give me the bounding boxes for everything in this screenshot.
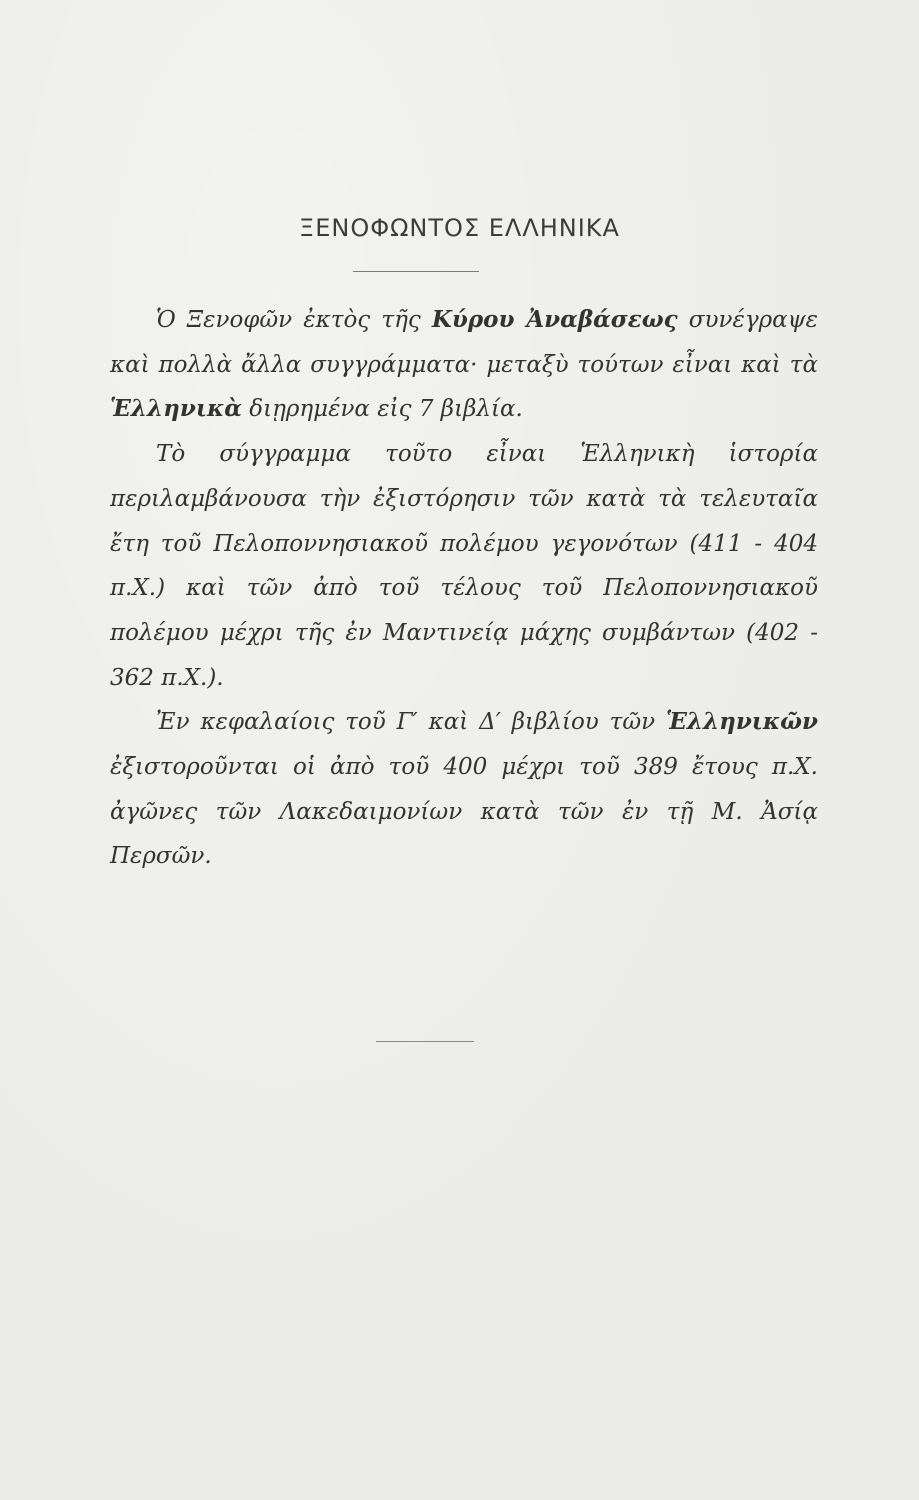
title-divider — [353, 271, 479, 272]
paragraph-2 — [110, 432, 818, 700]
text-segment: συνέγραψε καὶ πολλὰ ἄλλα συγγράμματα· μεταξὺ τούτων εἶναι καὶ τὰ — [110, 307, 818, 378]
text-segment: Ἐν κεφαλαίοις τοῦ Γ′ καὶ Δ′ βιβλίου τῶν — [156, 709, 666, 736]
text-segment: Ὁ Ξενοφῶν ἐκτὸς τῆς — [156, 307, 432, 333]
emphasis-hellenikon: Ἑλληνικῶν — [665, 708, 818, 736]
page-title: ΞΕΝΟΦΩΝΤΟΣ ΕΛΛΗΝΙΚΑ — [299, 214, 620, 242]
text-segment: ἐξιστοροῦνται οἱ ἀπὸ τοῦ 400 μέχρι τοῦ 389 ἔτους π.Χ. ἀγῶνες τῶν Λακεδαιμονίων κατὰ τῶν ἐν τῇ Μ. Ἀσίᾳ Περσῶν. — [110, 754, 818, 870]
paragraph-3 — [110, 700, 818, 879]
text-segment: διῃρημένα εἰς 7 βιβλία. — [241, 396, 523, 423]
emphasis-kyrou-anabaseos: Κύρου Ἀναβάσεως — [431, 306, 678, 333]
end-divider — [376, 1041, 474, 1042]
paragraph-1 — [110, 298, 818, 432]
body-text — [110, 298, 818, 879]
text-segment: Τὸ σύγγραμμα τοῦτο εἶναι Ἑλληνικὴ ἱστορία περιλαμβάνουσα τὴν ἐξιστόρησιν τῶν κατὰ τὰ τελευταῖα ἔτη τοῦ Πελοποννησιακοῦ πολέμου γεγονότων (411 - 404 π.Χ.) καὶ τῶν ἀπὸ τοῦ τέλους τοῦ Πελοποννησιακοῦ πολέμου μέχρι τῆς ἐν Μαντινείᾳ μάχης συμβάντων (402 - 362 π.Χ.). — [110, 441, 818, 691]
emphasis-hellenika: Ἑλληνικὰ — [110, 395, 242, 423]
